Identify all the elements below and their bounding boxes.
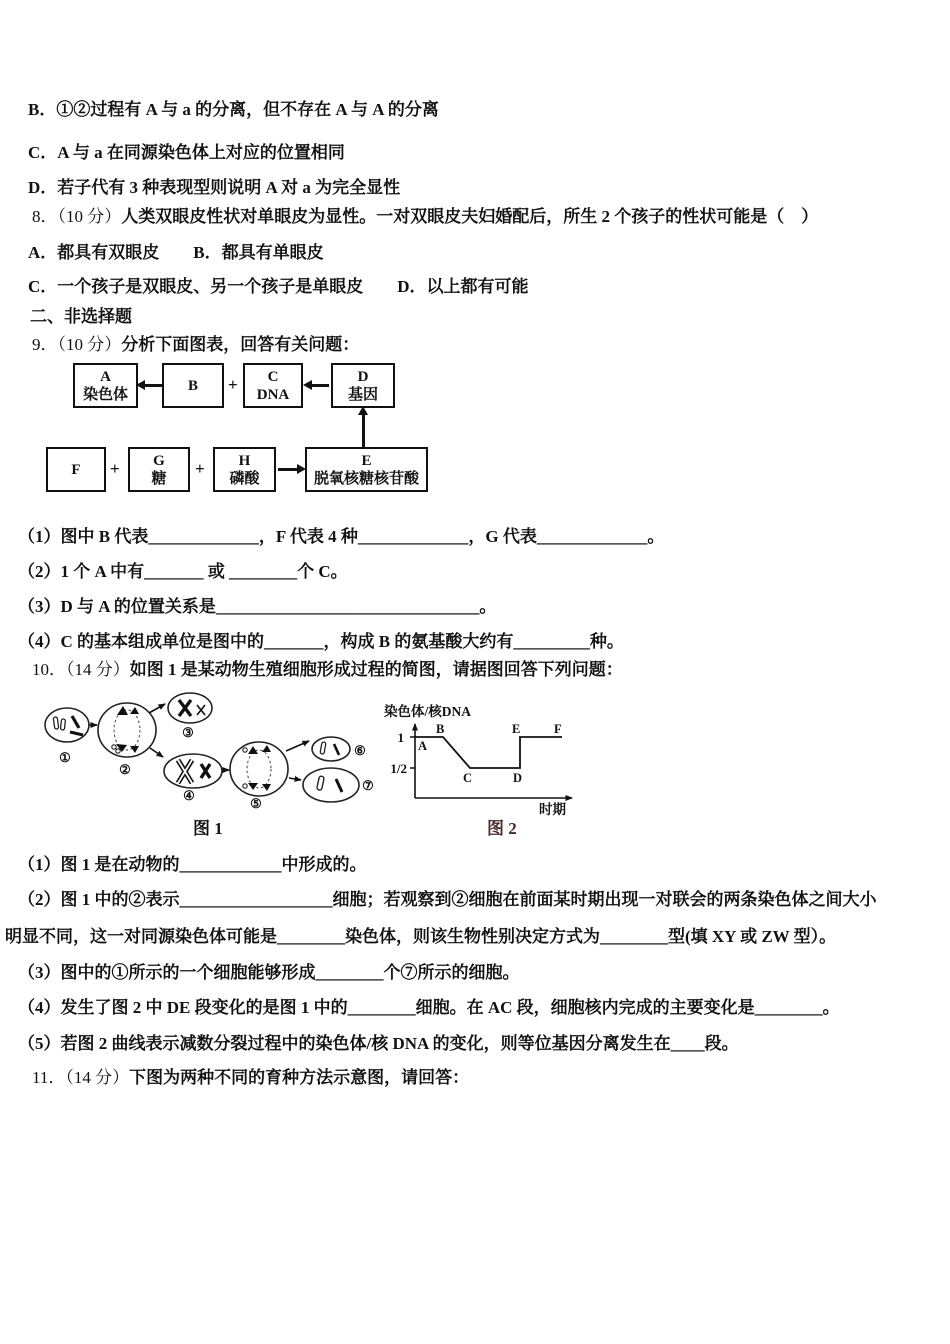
q10-sub-3 [18,962,520,984]
option-letter: B． [28,100,57,119]
y-axis-label: 染色体/核DNA [384,704,471,719]
box-term: 染色体 [82,386,128,403]
cell-6-outline [312,737,350,761]
arrow-5-to-7 [289,778,301,780]
sub-question-text: （4）发生了图 2 中 DE 段变化的是图 1 中的________细胞。在 AC 段，细胞核内完成的主要变化是________。 [18,998,840,1017]
cell-6-label: ⑥ [354,743,366,758]
question-number: 11．（14 分） [32,1068,130,1087]
option-text: A 与 a 在同源染色体上对应的位置相同 [57,143,345,162]
sub-question-text: （3）图中的①所示的一个细胞能够形成________个⑦所示的细胞。 [18,963,520,982]
sub-question-text: （2）1 个 A 中有_______ 或 ________个 C。 [18,562,348,581]
q7-option-c [28,142,345,164]
figure-2-caption: 图 2 [487,819,517,838]
option-text: ①②过程有 A 与 a 的分离，但不存在 A 与 A 的分离 [56,100,439,119]
q7-option-d [28,177,400,199]
sub-question-text: （2）图 1 中的②表示__________________细胞；若观察到②细胞在前面某时期出现一对联会的两条染色体之间大小 [18,890,877,909]
q10-sub-5 [18,1033,739,1055]
plus-sign: + [110,459,120,478]
cell-2-chromosomes [112,706,139,753]
q9-sub-2 [18,561,348,583]
box-letter: F [71,461,81,478]
box-term: DNA [256,386,290,403]
arrowhead-up-icon [358,406,368,415]
q9-sub-3 [18,596,496,618]
box-letter: B [187,377,198,394]
question-text: 分析下面图表，回答有关问题： [121,335,360,354]
diagram-box-dna [243,363,303,408]
q8-stem [32,206,818,228]
cell-7-outline [303,768,359,802]
point-d-label: D [513,771,523,785]
cell-5-label: ⑤ [250,796,262,811]
arrowhead-left-icon [303,380,312,390]
y-tick-half: 1/2 [390,761,407,776]
diagram-box-b [162,363,224,408]
cell-5-outline [230,742,288,796]
q8-options-ab [28,242,324,264]
q9-sub-4 [18,631,624,653]
q10-sub-2-continued [5,926,836,948]
cell-1-outline [45,708,89,742]
y-tick-1: 1 [397,730,404,745]
figure-1-caption: 图 1 [193,819,223,838]
option-text: A．都具有双眼皮 B．都具有单眼皮 [28,243,324,262]
question-number: 8．（10 分） [32,207,122,226]
question-number: 9．（10 分） [32,335,122,354]
x-axis-label: 时期 [539,802,566,817]
box-term: 脱氧核糖核苷酸 [313,470,419,487]
option-text: 若子代有 3 种表现型则说明 A 对 a 为完全显性 [57,178,401,197]
option-text: C．一个孩子是双眼皮、另一个孩子是单眼皮 D．以上都有可能 [28,277,529,296]
arrow-d-to-c [310,384,329,387]
arrow-b-to-a [143,384,162,387]
box-letter: A [100,368,111,385]
arrow-h-to-e [278,468,297,471]
box-letter: C [267,368,279,385]
q9-stem [32,334,359,356]
point-b-label: B [436,722,445,736]
diagram-box-phosphate [213,447,276,492]
sub-question-text: （3）D 与 A 的位置关系是_______________________________。 [18,597,497,616]
ratio-curve [415,737,562,768]
plus-sign: + [195,459,205,478]
cell-4-outline [164,754,222,788]
sub-question-text: 明显不同，这一对同源染色体可能是________染色体，则该生物性别决定方式为________型(填 XY 或 ZW 型）。 [5,927,837,946]
q10-sub-2 [18,889,877,911]
box-letter: H [238,452,251,469]
arrow-5-to-6 [286,741,309,751]
box-term: 基因 [347,386,378,403]
q10-stem [32,659,623,681]
diagram-box-chromosome [73,363,138,408]
cell-2-outline [98,703,156,757]
question-text: 人类双眼皮性状对单眼皮为显性。一对双眼皮夫妇婚配后，所生 2 个孩子的性状可能是（ ） [121,207,819,226]
arrow-e-to-d [362,413,365,447]
q10-sub-1 [18,854,367,876]
point-a-label: A [418,739,428,753]
question-number: 10．（14 分） [32,660,130,679]
section-2-header [30,306,132,328]
section-title: 二、非选择题 [30,307,132,326]
option-letter: C． [28,143,58,162]
cell-3-chromosomes [179,700,205,716]
diagram-box-f [46,447,106,492]
arrowhead-left-icon [136,380,145,390]
plus-sign: + [228,375,238,394]
arrow-2-to-3 [149,704,165,713]
point-c-label: C [463,771,473,785]
sub-question-text: （4）C 的基本组成单位是图中的_______，构成 B 的氨基酸大约有_________种。 [18,632,624,651]
cell-7-chromosomes [317,776,342,792]
cell-1-label: ① [59,750,71,765]
q10-sub-4 [18,997,840,1019]
cell-2-label: ② [119,762,131,777]
box-letter: D [357,368,369,385]
cell-3-outline [168,693,212,723]
point-e-label: E [512,722,521,736]
cell-7-label: ⑦ [362,778,374,793]
sub-question-text: （1）图 1 是在动物的____________中形成的。 [18,855,367,874]
sub-question-text: （1）图中 B 代表_____________，F 代表 4 种_____________，G 代表_____________。 [18,527,665,546]
q11-stem [32,1067,469,1089]
sub-question-text: （5）若图 2 曲线表示减数分裂过程中的染色体/核 DNA 的变化，则等位基因分离发生在____段。 [18,1034,739,1053]
box-term: 糖 [151,470,167,487]
curve-point-labels [418,722,562,785]
q8-options-cd [28,276,529,298]
cell-4-chromosomes [178,760,210,783]
box-term: 磷酸 [229,470,260,487]
q9-concept-diagram [44,360,444,500]
figure-2-ratio-chart [376,698,666,833]
q7-option-b [28,99,439,121]
cell-4-label: ④ [183,788,195,803]
box-letter: E [361,452,372,469]
point-f-label: F [554,722,562,736]
diagram-box-nucleotide [305,447,428,492]
cell-6-chromosomes [320,742,339,755]
arrow-2-to-4 [150,748,163,757]
option-letter: D． [28,178,58,197]
q9-sub-1 [18,526,664,548]
cell-3-label: ③ [182,725,194,740]
arrowhead-right-icon [297,464,306,474]
question-text: 如图 1 是某动物生殖细胞形成过程的简图，请据图回答下列问题： [129,660,623,679]
question-text: 下图为两种不同的育种方法示意图，请回答： [129,1068,470,1087]
diagram-box-gene [331,363,395,408]
diagram-box-sugar [128,447,190,492]
cell-1-chromosomes [53,716,83,735]
box-letter: G [153,452,165,469]
